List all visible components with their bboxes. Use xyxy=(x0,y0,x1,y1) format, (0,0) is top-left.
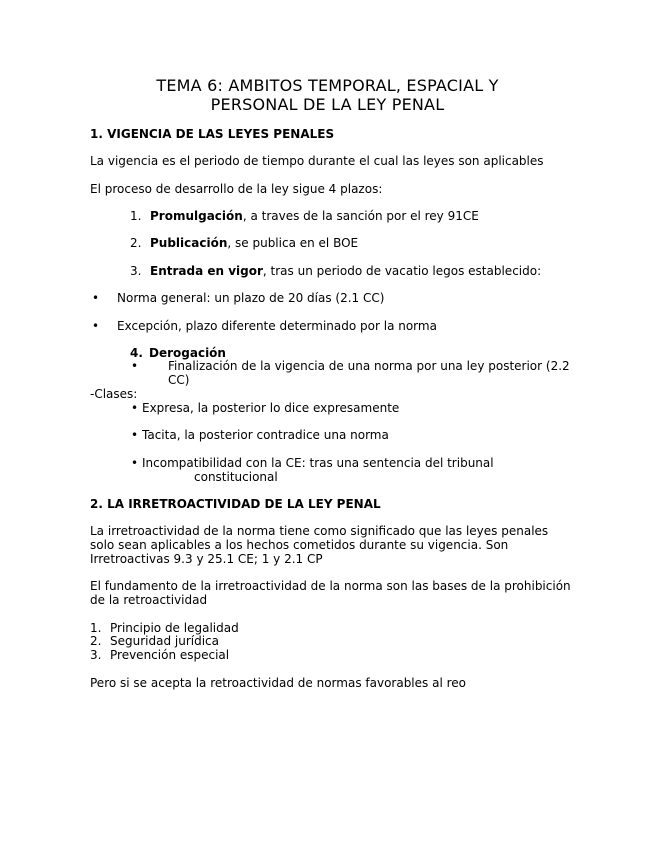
list-term: Promulgación xyxy=(150,209,243,223)
list-item-seguridad xyxy=(90,634,219,648)
list-number: 3. xyxy=(90,648,102,662)
clase-tacita: Tacita, la posterior contradice una norma xyxy=(142,428,389,442)
list-text: Seguridad jurídica xyxy=(110,634,220,648)
bullet-norma-general: Norma general: un plazo de 20 días (2.1 CC) xyxy=(117,291,385,305)
bullet-icon: • xyxy=(131,456,139,470)
derogacion-definition-line-2: CC) xyxy=(168,373,190,387)
section-1-heading: 1. VIGENCIA DE LAS LEYES PENALES xyxy=(90,127,335,141)
paragraph-fundamento-line-2: de la retroactividad xyxy=(90,593,208,607)
list-term: Derogación xyxy=(149,346,226,360)
bullet-icon: • xyxy=(92,291,100,305)
list-item-promulgacion xyxy=(130,209,479,223)
list-item-publicacion xyxy=(130,236,358,250)
list-number: 4. xyxy=(130,346,143,360)
list-text: Principio de legalidad xyxy=(110,621,239,635)
paragraph-proceso: El proceso de desarrollo de la ley sigue 4 plazos: xyxy=(90,182,383,196)
bullet-excepcion: Excepción, plazo diferente determinado por la norma xyxy=(117,319,437,333)
list-text: Prevención especial xyxy=(110,648,230,662)
list-number: 2. xyxy=(90,634,102,648)
paragraph-irretroactividad-line-1: La irretroactividad de la norma tiene como significado que las leyes penales xyxy=(90,524,549,538)
list-text: , tras un periodo de vacatio legos establecido: xyxy=(262,264,542,278)
section-2-heading: 2. LA IRRETROACTIVIDAD DE LA LEY PENAL xyxy=(90,497,381,511)
bullet-icon: • xyxy=(131,428,139,442)
list-text: , se publica en el BOE xyxy=(227,236,359,250)
list-number: 1. xyxy=(90,621,102,635)
list-term: Publicación xyxy=(150,236,228,250)
derogacion-definition-line-1: Finalización de la vigencia de una norma por una ley posterior (2.2 xyxy=(168,359,570,373)
paragraph-vigencia: La vigencia es el periodo de tiempo durante el cual las leyes son aplicables xyxy=(90,154,544,168)
list-text: , a traves de la sanción por el rey 91CE xyxy=(242,209,479,223)
list-item-derogacion xyxy=(130,346,226,360)
clases-label: -Clases: xyxy=(90,387,138,401)
paragraph-irretroactividad-line-3: Irretroactivas 9.3 y 25.1 CE; 1 y 2.1 CP xyxy=(90,552,323,566)
bullet-icon: • xyxy=(92,319,100,333)
list-item-entrada-en-vigor xyxy=(130,264,541,278)
page-title-line-1: TEMA 6: AMBITOS TEMPORAL, ESPACIAL Y xyxy=(156,76,499,95)
paragraph-retroactividad-favorable: Pero si se acepta la retroactividad de normas favorables al reo xyxy=(90,676,466,690)
clase-incompatibilidad-cont: constitucional xyxy=(194,470,278,484)
list-term: Entrada en vigor xyxy=(150,264,263,278)
bullet-icon: • xyxy=(131,401,139,415)
list-number: 1. xyxy=(130,209,142,223)
list-item-prevencion xyxy=(90,648,229,662)
paragraph-irretroactividad-line-2: solo sean aplicables a los hechos cometidos durante su vigencia. Son xyxy=(90,538,509,552)
list-number: 2. xyxy=(130,236,142,250)
list-item-legalidad xyxy=(90,621,239,635)
bullet-icon: • xyxy=(131,359,139,373)
list-number: 3. xyxy=(130,264,142,278)
page-title-line-2: PERSONAL DE LA LEY PENAL xyxy=(210,95,445,114)
paragraph-fundamento-line-1: El fundamento de la irretroactividad de la norma son las bases de la prohibición xyxy=(90,579,571,593)
clase-expresa: Expresa, la posterior lo dice expresamente xyxy=(142,401,400,415)
clase-incompatibilidad: Incompatibilidad con la CE: tras una sentencia del tribunal xyxy=(142,456,494,470)
